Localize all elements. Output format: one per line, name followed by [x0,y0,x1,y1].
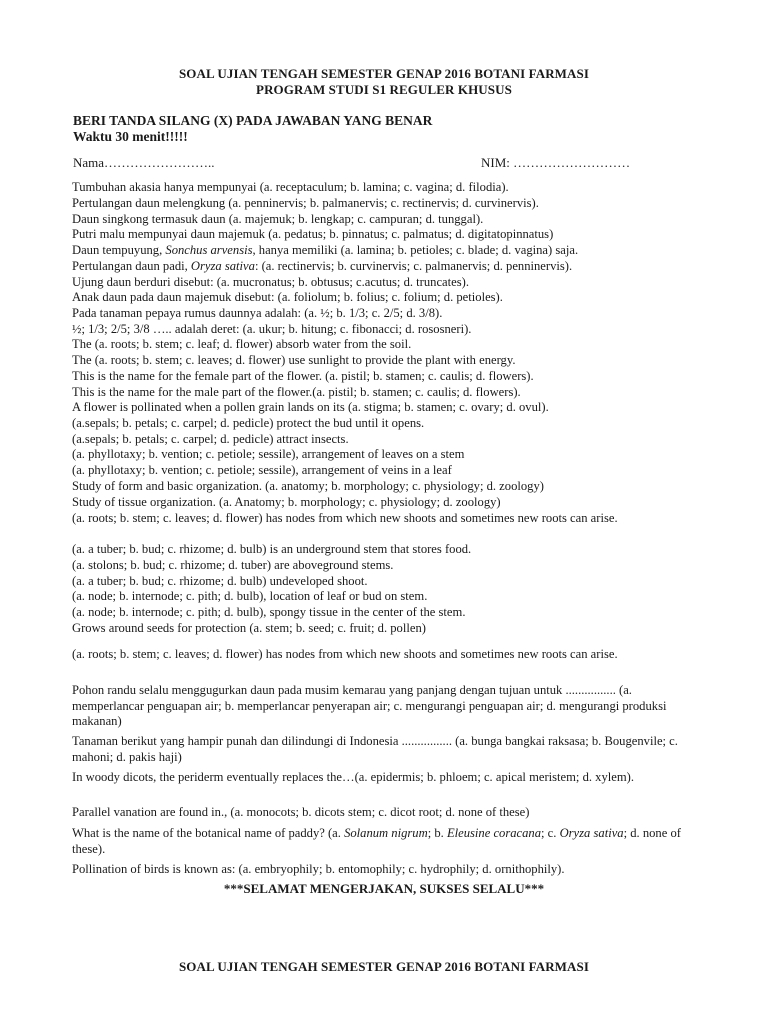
question-10: ½; 1/3; 2/5; 3/8 ….. adalah deret: (a. ukur; b. hitung; c. fibonacci; d. rososneri). [72,322,472,336]
exam-title: SOAL UJIAN TENGAH SEMESTER GENAP 2016 BOTANI FARMASI [178,66,590,81]
question-8: Anak daun pada daun majemuk disebut: (a. foliolum; b. folius; c. folium; d. petioles). [72,290,503,304]
next-page-title: SOAL UJIAN TENGAH SEMESTER GENAP 2016 BOTANI FARMASI [178,959,590,974]
question-33: Parallel vanation are found in., (a. monocots; b. dicots stem; c. dicot root; d. none of these) [72,805,530,819]
question-5: Daun tempuyung, Sonchus arvensis, hanya memiliki (a. lamina; b. petioles; c. blade; d. vagina) saja. [72,243,579,257]
question-6: Pertulangan daun padi, Oryza sativa: (a. rectinervis; b. curvinervis; c. palmanervis; d. penninervis). [72,259,573,273]
question-7: Ujung daun berduri disebut: (a. mucronatus; b. obtusus; c.acutus; d. truncates). [72,275,469,289]
closing-message: ***SELAMAT MENGERJAKAN, SUKSES SELALU*** [223,881,545,896]
question-31: Tanaman berikut yang hampir punah dan dilindungi di Indonesia ................ (a. bunga bangkai raksasa; b. Bougenvile; c. mahoni; d. pakis haji) [72,734,678,764]
question-23: (a. a tuber; b. bud; c. rhizome; d. bulb) is an underground stem that stores food. [72,542,472,556]
question-16: (a.sepals; b. petals; c. carpel; d. pedicle) protect the bud until it opens. [72,416,425,430]
question-15: A flower is pollinated when a pollen grain lands on its (a. stigma; b. stamen; c. ovary; d. ovul). [72,400,549,414]
question-29: (a. roots; b. stem; c. leaves; d. flower) has nodes from which new shoots and sometimes new roots can arise. [72,647,618,661]
question-4: Putri malu mempunyai daun majemuk (a. pedatus; b. pinnatus; c. palmatus; d. digitatopinnatus) [72,227,554,241]
question-21: Study of tissue organization. (a. Anatomy; b. morphology; c. physiology; d. zoology) [72,495,501,509]
nim-field: NIM: ……………………… [481,155,631,170]
question-24: (a. stolons; b. bud; c. rhizome; d. tuber) are aboveground stems. [72,558,394,572]
question-32: In woody dicots, the periderm eventually replaces the…(a. epidermis; b. phloem; c. apical meristem; d. xylem). [72,770,634,784]
program-title: PROGRAM STUDI S1 REGULER KHUSUS [256,82,512,97]
question-2: Pertulangan daun melengkung (a. penninervis; b. palmanervis; c. rectinervis; d. curvinervis). [72,196,539,210]
question-14: This is the name for the male part of the flower.(a. pistil; b. stamen; c. caulis; d. flowers). [72,385,521,399]
question-20: Study of form and basic organization. (a. anatomy; b. morphology; c. physiology; d. zoology) [72,479,544,493]
name-field: Nama…………………….. [73,155,215,170]
question-1: Tumbuhan akasia hanya mempunyai (a. receptaculum; b. lamina; c. vagina; d. filodia). [72,180,509,194]
question-35: Pollination of birds is known as: (a. embryophily; b. entomophily; c. hydrophily; d. ornithophily). [72,862,565,876]
question-22: (a. roots; b. stem; c. leaves; d. flower) has nodes from which new shoots and sometimes new roots can arise. [72,511,618,525]
question-9: Pada tanaman pepaya rumus daunnya adalah: (a. ½; b. 1/3; c. 2/5; d. 3/8). [72,306,443,320]
question-28: Grows around seeds for protection (a. stem; b. seed; c. fruit; d. pollen) [72,621,426,635]
question-3: Daun singkong termasuk daun (a. majemuk; b. lengkap; c. campuran; d. tunggal). [72,212,484,226]
question-27: (a. node; b. internode; c. pith; d. bulb), spongy tissue in the center of the stem. [72,605,466,619]
time-limit: Waktu 30 menit!!!!! [73,129,188,144]
question-12: The (a. roots; b. stem; c. leaves; d. flower) use sunlight to provide the plant with energy. [72,353,516,367]
question-25: (a. a tuber; b. bud; c. rhizome; d. bulb) undeveloped shoot. [72,574,368,588]
question-11: The (a. roots; b. stem; c. leaf; d. flower) absorb water from the soil. [72,337,412,351]
question-13: This is the name for the female part of the flower. (a. pistil; b. stamen; c. caulis; d. flowers). [72,369,534,383]
question-26: (a. node; b. internode; c. pith; d. bulb), location of leaf or bud on stem. [72,589,428,603]
question-17: (a.sepals; b. petals; c. carpel; d. pedicle) attract insects. [72,432,349,446]
question-18: (a. phyllotaxy; b. vention; c. petiole; sessile), arrangement of leaves on a stem [72,447,465,461]
instruction: BERI TANDA SILANG (X) PADA JAWABAN YANG BENAR [73,113,433,128]
question-34: What is the name of the botanical name of paddy? (a. Solanum nigrum; b. Eleusine coracana; c. Oryza sativa; d. none of these). [72,826,681,856]
question-30: Pohon randu selalu menggugurkan daun pada musim kemarau yang panjang dengan tujuan untuk ................ (a. memperlancar penguapan air; b. memperlancar penyerapan air; c. mengurangi penguapan air; d. mengurangi produksi makanan) [72,683,667,729]
question-19: (a. phyllotaxy; b. vention; c. petiole; sessile), arrangement of veins in a leaf [72,463,452,477]
